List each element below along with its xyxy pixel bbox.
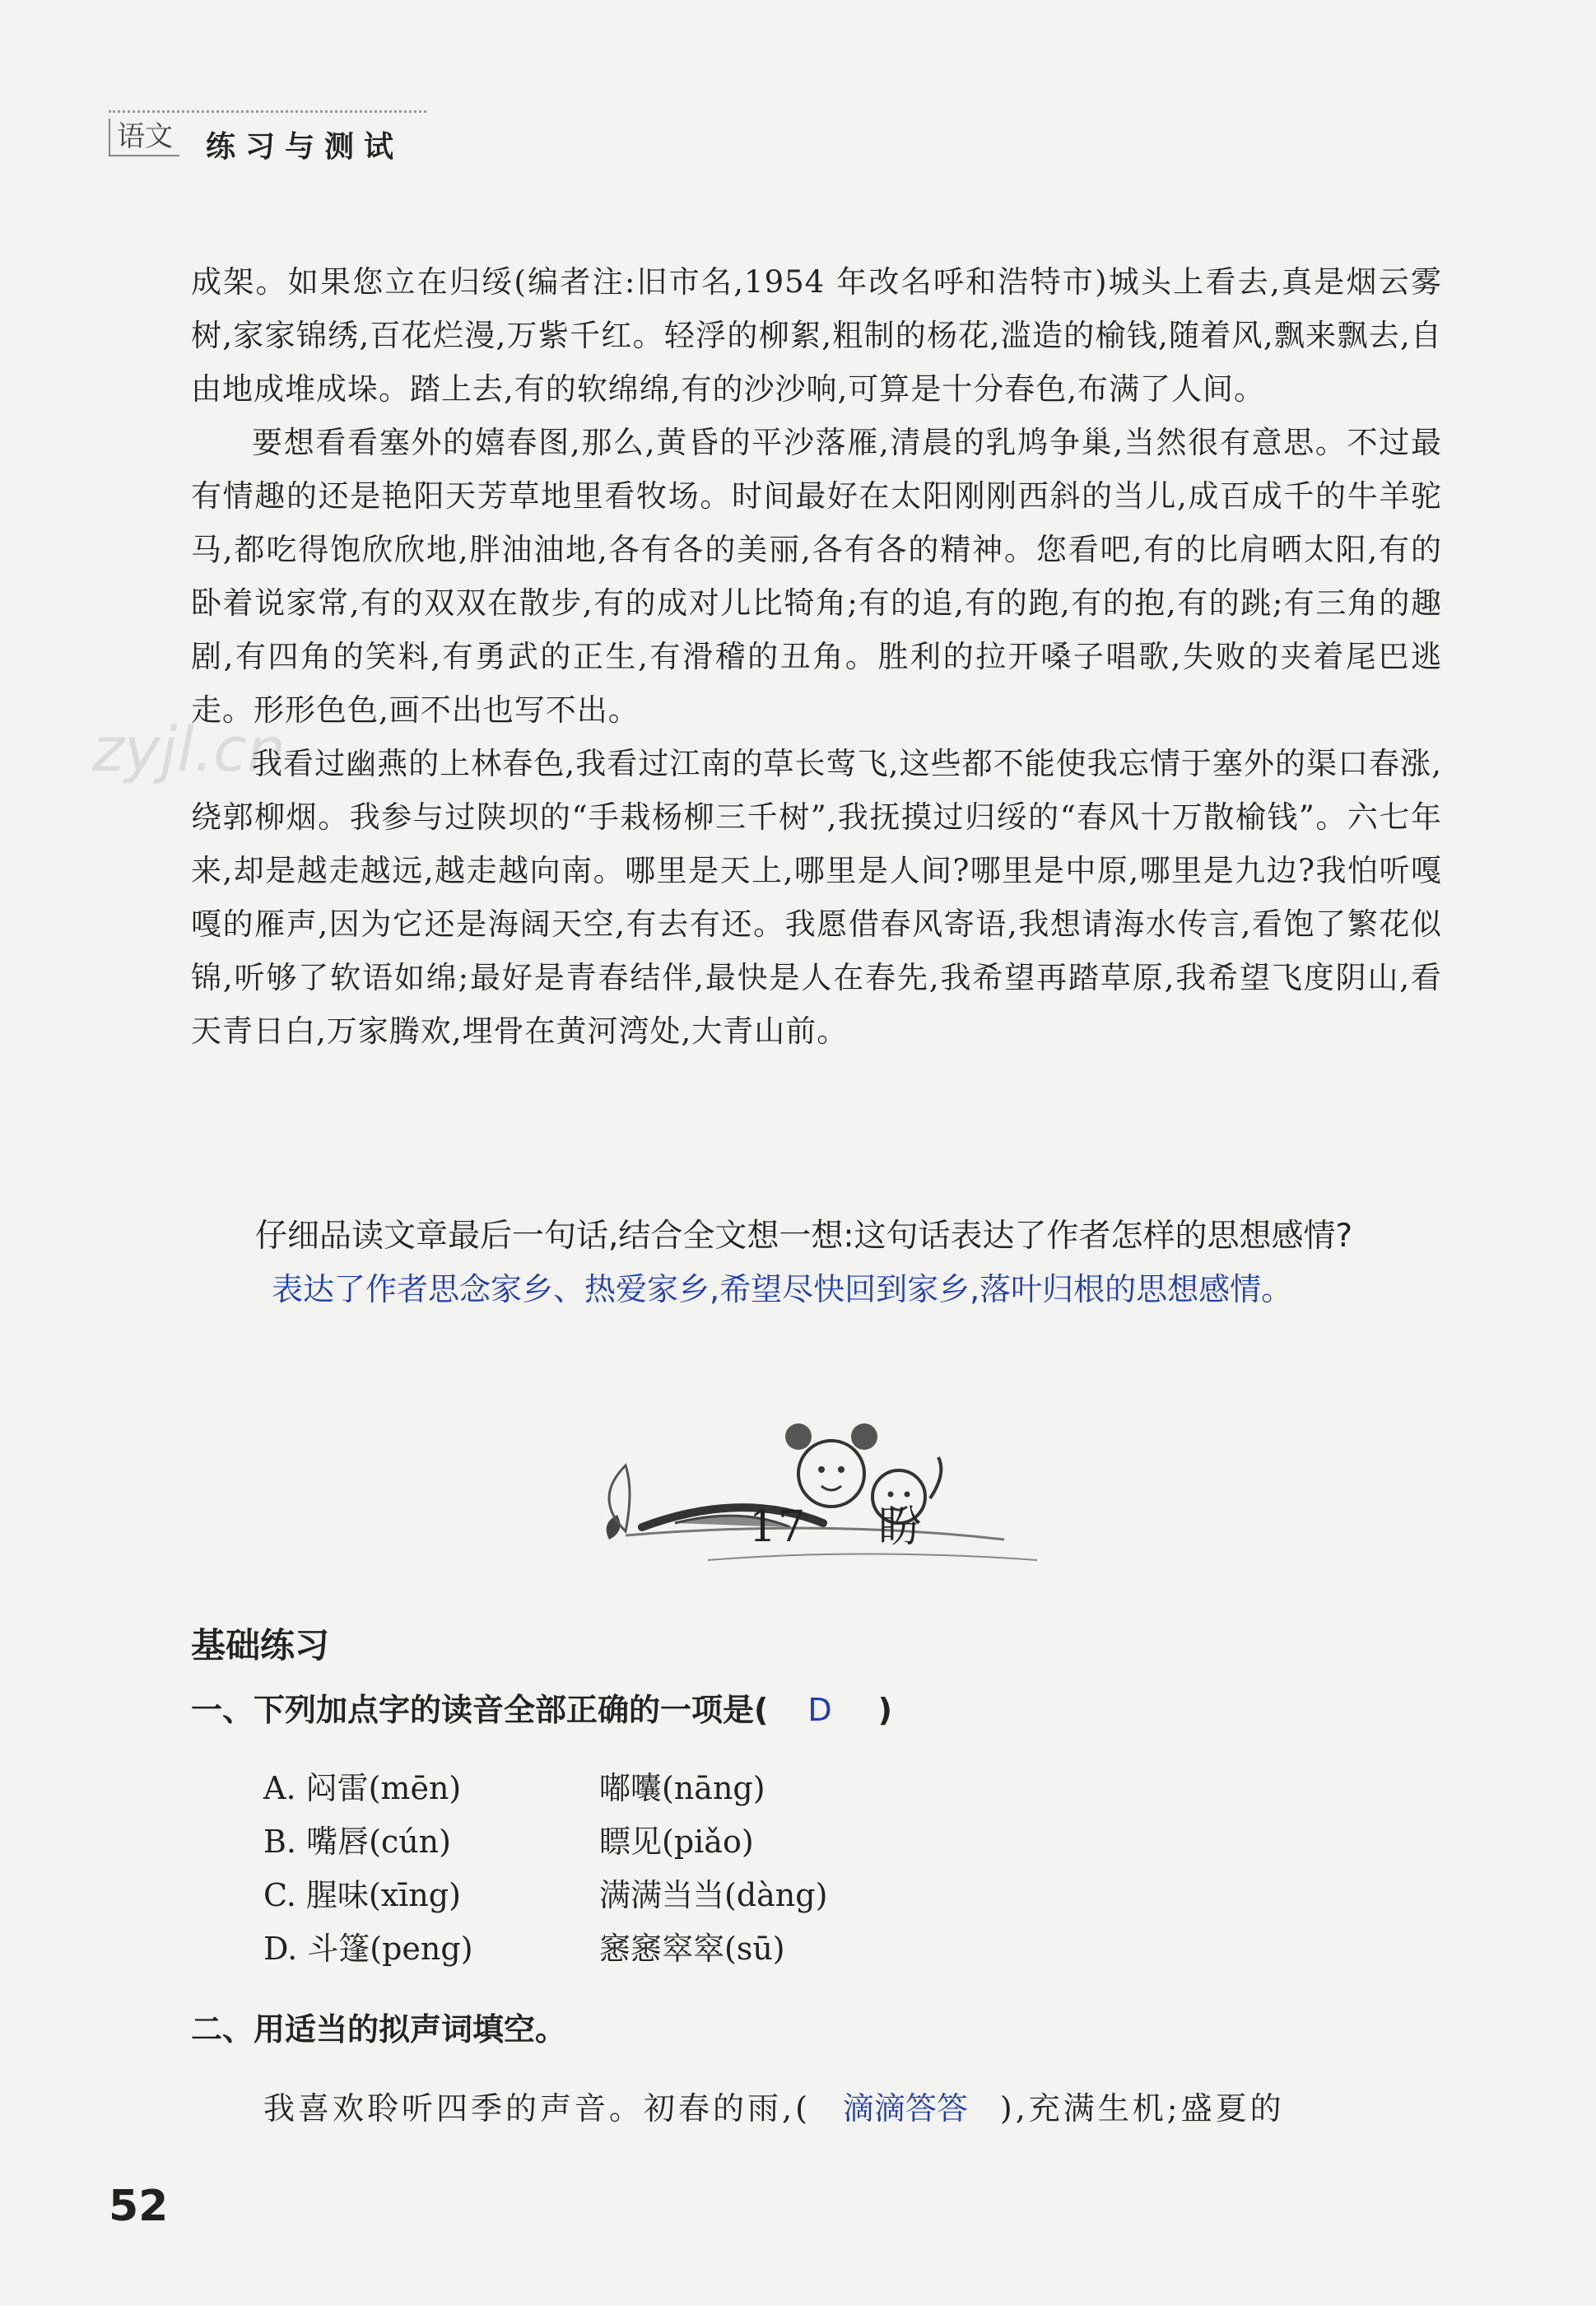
question-answer: 表达了作者思念家乡、热爱家乡,希望尽快回到家乡,落叶归根的思想感情。 <box>272 1271 1293 1307</box>
lesson-name: 盼 <box>878 1502 924 1552</box>
option-row-b <box>263 1815 827 1869</box>
option-c-left: C. 腥味(xīng) <box>263 1877 461 1913</box>
lesson-title <box>749 1492 923 1554</box>
option-a-right: 嘟囔(nāng) <box>599 1770 765 1806</box>
reading-passage <box>191 255 1442 1058</box>
watermark: zyjl.cn <box>92 715 286 785</box>
option-c-right: 满满当当(dàng) <box>599 1877 828 1913</box>
q2-line-after: ),充满生机;盛夏的 <box>999 2090 1285 2127</box>
q2-line-before: 我喜欢聆听四季的声音。初春的雨,( <box>263 2090 811 2127</box>
page-header <box>109 105 426 164</box>
q1-prompt: 一、下列加点字的读音全部正确的一项是( <box>191 1692 769 1728</box>
option-d-right: 窸窸窣窣(sū) <box>599 1931 785 1967</box>
option-d-left: D. 斗篷(peng) <box>263 1931 473 1967</box>
question-1 <box>191 1684 892 1730</box>
passage-paragraph-1: 成架。如果您立在归绥(编者注:旧市名,1954 年改名呼和浩特市)城头上看去,真是烟云雾树,家家锦绣,百花烂漫,万紫千红。轻浮的柳絮,粗制的杨花,滥造的榆钱,随着风,飘来飘去,自由地成堆成垛。踏上去,有的软绵绵,有的沙沙响,可算是十分春色,布满了人间。 <box>191 264 1442 407</box>
q2-fill-line <box>263 2083 1285 2128</box>
option-a-left: A. 闷雷(mēn) <box>263 1770 462 1806</box>
passage-paragraph-3: 我看过幽燕的上林春色,我看过江南的草长莺飞,这些都不能使我忘情于塞外的渠口春涨,绕郭柳烟。我参与过陕坝的“手栽杨柳三千树”,我抚摸过归绥的“春风十万散榆钱”。六七年来,却是越走越远,越走越向南。哪里是天上,哪里是人间?哪里是中原,哪里是九边?我怕听嘎嘎的雁声,因为它还是海阔天空,有去有还。我愿借春风寄语,我想请海水传言,看饱了繁花似锦,听够了软语如绵;最好是青春结伴,最快是人在春先,我希望再踏草原,我希望飞度阴山,看天青日白,万家腾欢,埋骨在黄河湾处,大青山前。 <box>191 746 1442 1049</box>
lesson-number: 17 <box>749 1502 807 1552</box>
reading-question <box>191 1210 1442 1316</box>
q1-options <box>263 1762 827 1976</box>
option-row-a <box>263 1762 827 1815</box>
q1-close: ) <box>877 1692 893 1728</box>
option-b-right: 瞟见(piǎo) <box>599 1824 754 1860</box>
question-2: 二、用适当的拟声词填空。 <box>191 2011 567 2047</box>
passage-paragraph-2: 要想看看塞外的嬉春图,那么,黄昏的平沙落雁,清晨的乳鸠争巢,当然很有意思。不过最有情趣的还是艳阳天芳草地里看牧场。时间最好在太阳刚刚西斜的当儿,成百成千的牛羊驼马,都吃得饱欣欣地,胖油油地,各有各的美丽,各有各的精神。您看吧,有的比肩晒太阳,有的卧着说家常,有的双双在散步,有的成对儿比犄角;有的追,有的跑,有的抱,有的跳;有三角的趣剧,有四角的笑料,有勇武的正生,有滑稽的丑角。胜利的拉开嗓子唱歌,失败的夹着尾巴逃走。形形色色,画不出也写不出。 <box>191 425 1442 728</box>
option-b-left: B. 嘴唇(cún) <box>263 1824 451 1860</box>
q1-answer: D <box>807 1692 832 1728</box>
q2-blank-answer: 滴滴答答 <box>842 2090 968 2127</box>
section-heading: 基础练习 <box>191 1625 330 1665</box>
question-prompt: 仔细品读文章最后一句话,结合全文想一想:这句话表达了作者怎样的思想感情? <box>255 1218 1353 1255</box>
page-number: 52 <box>109 2182 169 2231</box>
header-dotted-rule <box>109 110 426 113</box>
option-row-d <box>263 1922 827 1976</box>
header-title: 练习与测试 <box>206 130 404 164</box>
header-subject: 语文 <box>109 119 179 156</box>
option-row-c <box>263 1869 827 1922</box>
